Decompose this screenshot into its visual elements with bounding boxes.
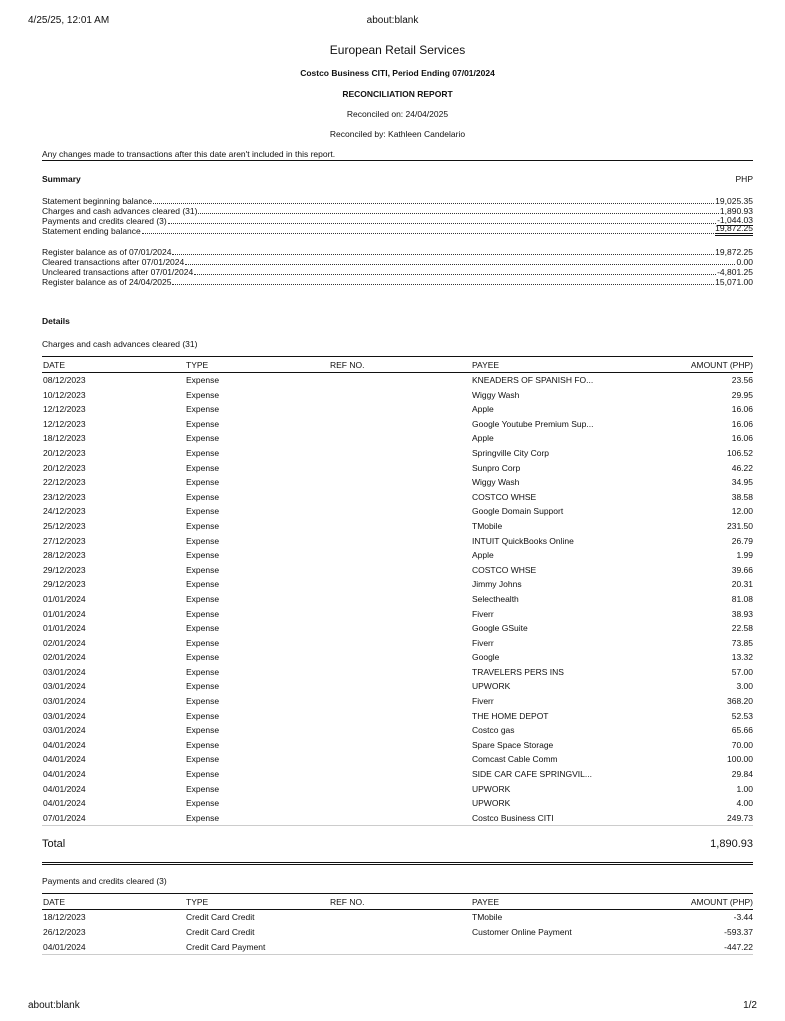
- cell-date: 18/12/2023: [43, 433, 86, 444]
- cell-payee: Google Youtube Premium Sup...: [472, 418, 594, 429]
- cell-amount: 29.84: [731, 769, 753, 780]
- cell-payee: Google: [472, 652, 500, 663]
- cell-type: Expense: [186, 564, 220, 575]
- cell-ref-no: [329, 490, 471, 505]
- cell-date: 20/12/2023: [43, 462, 86, 473]
- footer-url: about:blank: [28, 1000, 80, 1011]
- cell-amount: 368.20: [727, 696, 753, 707]
- cell-ref-no: [329, 373, 471, 388]
- cell-ref-no: [329, 577, 471, 592]
- col-type: TYPE: [185, 894, 329, 910]
- table-row: [42, 723, 753, 738]
- cell-type: Expense: [186, 418, 220, 429]
- table-header-row: [42, 357, 753, 373]
- table-header-row: [42, 894, 753, 910]
- cell-type: Expense: [186, 404, 220, 415]
- cell-type: Expense: [186, 637, 220, 648]
- account-period: Costco Business CITI, Period Ending 07/01/2024: [300, 68, 495, 78]
- cell-payee: Costco gas: [472, 725, 515, 736]
- summary-value: -4,801.25: [717, 267, 753, 277]
- page-number: 1/2: [743, 1000, 757, 1011]
- cell-type: Expense: [185, 811, 329, 826]
- cell-payee: SIDE CAR CAFE SPRINGVIL...: [472, 769, 592, 780]
- cell-date: 26/12/2023: [43, 927, 86, 937]
- table-row: [42, 490, 753, 505]
- col-payee: PAYEE: [471, 894, 652, 910]
- cell-amount: 13.32: [731, 652, 753, 663]
- cell-type: Expense: [186, 769, 220, 780]
- table-row: [42, 752, 753, 767]
- cell-payee: Springville City Corp: [472, 447, 549, 458]
- cell-type: Expense: [186, 710, 220, 721]
- summary-value: 15,071.00: [715, 277, 753, 287]
- cell-date: 07/01/2024: [42, 811, 185, 826]
- summary-value: 1,890.93: [719, 206, 753, 216]
- summary-label: Register balance as of 07/01/2024: [42, 247, 172, 257]
- cell-ref-no: [329, 431, 471, 446]
- summary-row: [42, 267, 753, 277]
- table-row: [42, 782, 753, 797]
- col-ref-no: REF NO.: [329, 357, 471, 373]
- cell-date: 10/12/2023: [43, 389, 86, 400]
- report-title: RECONCILIATION REPORT: [342, 89, 453, 99]
- table-row: [42, 402, 753, 417]
- cell-amount: 3.00: [736, 681, 753, 692]
- cell-date: 08/12/2023: [43, 375, 86, 385]
- cell-ref-no: [329, 738, 471, 753]
- dot-leader: [142, 232, 714, 234]
- cell-date: 27/12/2023: [43, 535, 86, 546]
- cell-date: 23/12/2023: [43, 491, 86, 502]
- table-row: [42, 650, 753, 665]
- cell-payee: Wiggy Wash: [472, 389, 520, 400]
- cell-type: Expense: [186, 696, 220, 707]
- summary-row: [42, 216, 753, 226]
- cell-type: Expense: [186, 462, 220, 473]
- cell-ref-no: [329, 752, 471, 767]
- cell-ref-no: [329, 665, 471, 680]
- payments-section-title: Payments and credits cleared (3): [42, 876, 167, 887]
- table-row: [42, 607, 753, 622]
- table-row: [42, 738, 753, 753]
- cell-type: Expense: [186, 535, 220, 546]
- cell-ref-no: [329, 679, 471, 694]
- cell-ref-no: [329, 519, 471, 534]
- cell-type: Credit Card Payment: [185, 940, 329, 955]
- cell-type: Expense: [186, 798, 220, 809]
- cell-type: Expense: [186, 579, 220, 590]
- summary-label: Register balance as of 24/04/2025: [42, 277, 172, 287]
- cell-type: Expense: [186, 506, 220, 517]
- summary-label: Statement ending balance: [42, 226, 141, 236]
- dot-leader: [172, 283, 714, 285]
- dot-leader: [168, 222, 716, 224]
- dot-leader: [198, 212, 718, 214]
- cell-amount: 81.08: [731, 593, 753, 604]
- cell-date: 18/12/2023: [43, 912, 86, 923]
- cell-ref-no: [329, 767, 471, 782]
- cell-ref-no: [329, 811, 471, 826]
- cell-payee: Wiggy Wash: [472, 477, 520, 488]
- cell-date: 03/01/2024: [43, 696, 86, 707]
- table-row: [42, 694, 753, 709]
- cell-amount: 29.95: [731, 389, 753, 400]
- reconciled-by: Reconciled by: Kathleen Candelario: [329, 129, 466, 139]
- cell-payee: TRAVELERS PERS INS: [472, 666, 564, 677]
- cell-type: Expense: [186, 725, 220, 736]
- dot-leader: [194, 273, 716, 275]
- table-row: [42, 461, 753, 476]
- cell-payee: Sunpro Corp: [472, 462, 521, 473]
- cell-ref-no: [329, 461, 471, 476]
- cell-payee: TMobile: [472, 520, 503, 531]
- cell-ref-no: [329, 940, 471, 955]
- summary-label: Payments and credits cleared (3): [42, 216, 167, 226]
- cell-amount: 73.85: [731, 637, 753, 648]
- cell-payee: THE HOME DEPOT: [472, 710, 549, 721]
- total-value: 1,890.93: [710, 838, 753, 851]
- cell-payee: TMobile: [472, 912, 503, 923]
- cell-type: Expense: [186, 491, 220, 502]
- disclaimer: Any changes made to transactions after this date aren't included in this report.: [42, 149, 753, 161]
- cell-ref-no: [329, 650, 471, 665]
- summary-value: 19,872.25: [715, 223, 753, 236]
- cell-date: 01/01/2024: [43, 608, 86, 619]
- cell-payee: Fiverr: [472, 637, 494, 648]
- summary-row: [42, 277, 753, 287]
- cell-ref-no: [329, 534, 471, 549]
- cell-ref-no: [329, 636, 471, 651]
- cell-amount: 100.00: [727, 754, 753, 765]
- cell-ref-no: [329, 592, 471, 607]
- table-row: [42, 621, 753, 636]
- cell-type: Expense: [186, 593, 220, 604]
- table-row: [42, 431, 753, 446]
- cell-type: Expense: [186, 433, 220, 444]
- cell-payee: UPWORK: [472, 798, 511, 809]
- cell-amount: 70.00: [731, 739, 753, 750]
- cell-type: Expense: [186, 739, 220, 750]
- cell-type: Expense: [186, 754, 220, 765]
- payments-table: [42, 893, 753, 955]
- table-row: [42, 534, 753, 549]
- cell-ref-no: [329, 782, 471, 797]
- cell-payee: Google Domain Support: [472, 506, 564, 517]
- register-summary: [42, 247, 753, 287]
- reconciliation-report: [42, 42, 753, 955]
- cell-payee: Costco Business CITI: [471, 811, 652, 826]
- table-row: [42, 373, 753, 388]
- cell-date: 22/12/2023: [43, 477, 86, 488]
- cell-date: 04/01/2024: [43, 769, 86, 780]
- cell-date: 03/01/2024: [43, 666, 86, 677]
- cell-ref-no: [329, 504, 471, 519]
- table-row: [42, 388, 753, 403]
- summary-value: -1,044.03: [717, 215, 753, 225]
- col-date: DATE: [42, 894, 185, 910]
- table-row: [42, 796, 753, 811]
- cell-type: Expense: [186, 520, 220, 531]
- cell-amount: 16.06: [731, 433, 753, 444]
- print-date: 4/25/25, 12:01 AM: [28, 15, 110, 26]
- reconciled-on: Reconciled on: 24/04/2025: [346, 109, 449, 119]
- cell-amount: 4.00: [736, 798, 753, 809]
- cell-amount: 38.93: [731, 608, 753, 619]
- cell-date: 04/01/2024: [43, 739, 86, 750]
- cell-type: Expense: [186, 783, 220, 794]
- charges-section-title: Charges and cash advances cleared (31): [42, 339, 198, 349]
- charges-rows: [42, 373, 753, 826]
- cell-payee: COSTCO WHSE: [472, 564, 537, 575]
- details-title: Details: [42, 316, 70, 326]
- cell-amount: 22.58: [731, 623, 753, 634]
- cell-payee: Fiverr: [472, 608, 494, 619]
- table-row: [42, 679, 753, 694]
- cell-ref-no: [329, 475, 471, 490]
- cell-type: Expense: [186, 447, 220, 458]
- summary-row: [42, 257, 753, 267]
- summary-title: Summary: [42, 174, 81, 184]
- cell-amount: 231.50: [727, 520, 753, 531]
- table-row: [42, 910, 753, 925]
- table-row: [42, 446, 753, 461]
- total-label: Total: [42, 838, 66, 851]
- summary-value: 19,872.25: [715, 247, 753, 257]
- cell-amount: 46.22: [731, 462, 753, 473]
- summary-currency: PHP: [735, 174, 753, 184]
- table-row: [42, 504, 753, 519]
- cell-amount: 16.06: [731, 418, 753, 429]
- summary-row: [42, 223, 753, 236]
- cell-amount: 249.73: [652, 811, 753, 826]
- table-row: [42, 592, 753, 607]
- cell-payee: Fiverr: [472, 696, 494, 707]
- cell-payee: Selecthealth: [472, 593, 519, 604]
- cell-amount: 1.99: [736, 550, 753, 561]
- table-row: [42, 519, 753, 534]
- cell-amount: 16.06: [731, 404, 753, 415]
- print-header: [28, 15, 757, 29]
- cell-payee: Spare Space Storage: [472, 739, 554, 750]
- cell-type: Expense: [186, 652, 220, 663]
- cell-payee: KNEADERS OF SPANISH FO...: [472, 375, 594, 385]
- col-date: DATE: [42, 357, 185, 373]
- cell-amount: 38.58: [731, 491, 753, 502]
- cell-type: Credit Card Credit: [186, 927, 255, 937]
- table-row: [42, 475, 753, 490]
- payments-rows: [42, 910, 753, 955]
- col-amount: AMOUNT (PHP): [652, 357, 753, 373]
- statement-summary: [42, 196, 753, 236]
- summary-label: Charges and cash advances cleared (31): [42, 206, 198, 216]
- summary-row: [42, 206, 753, 216]
- table-row: [42, 709, 753, 724]
- cell-date: 24/12/2023: [43, 506, 86, 517]
- cell-date: 03/01/2024: [43, 710, 86, 721]
- cell-payee: Jimmy Johns: [472, 579, 522, 590]
- summary-row: [42, 247, 753, 257]
- cell-type: Expense: [186, 623, 220, 634]
- cell-payee: COSTCO WHSE: [472, 491, 537, 502]
- summary-label: Statement beginning balance: [42, 196, 153, 206]
- cell-ref-no: [329, 446, 471, 461]
- cell-type: Expense: [186, 375, 220, 385]
- cell-amount: 26.79: [731, 535, 753, 546]
- charges-table: [42, 356, 753, 826]
- cell-date: 02/01/2024: [43, 637, 86, 648]
- cell-ref-no: [329, 548, 471, 563]
- cell-payee: Customer Online Payment: [472, 927, 572, 937]
- table-row: [42, 548, 753, 563]
- cell-type: Expense: [186, 389, 220, 400]
- table-row: [42, 577, 753, 592]
- cell-ref-no: [329, 402, 471, 417]
- cell-payee: Apple: [472, 550, 494, 561]
- cell-amount: 65.66: [731, 725, 753, 736]
- cell-amount: -3.44: [733, 912, 753, 923]
- cell-date: 25/12/2023: [43, 520, 86, 531]
- table-row: [42, 811, 753, 826]
- table-row: [42, 563, 753, 578]
- cell-date: 29/12/2023: [43, 579, 86, 590]
- cell-ref-no: [329, 388, 471, 403]
- cell-ref-no: [329, 910, 471, 925]
- cell-amount: 106.52: [727, 447, 753, 458]
- cell-payee: Apple: [472, 404, 494, 415]
- charges-total-row: [42, 838, 753, 865]
- table-row: [42, 636, 753, 651]
- cell-payee: Comcast Cable Comm: [472, 754, 558, 765]
- cell-ref-no: [329, 621, 471, 636]
- cell-ref-no: [329, 694, 471, 709]
- cell-date: 12/12/2023: [43, 404, 86, 415]
- summary-value: 0.00: [736, 257, 753, 267]
- cell-date: 04/01/2024: [43, 783, 86, 794]
- cell-date: 01/01/2024: [43, 623, 86, 634]
- cell-amount: 52.53: [731, 710, 753, 721]
- table-row: [42, 665, 753, 680]
- cell-ref-no: [329, 563, 471, 578]
- cell-amount: 57.00: [731, 666, 753, 677]
- cell-payee: Google GSuite: [472, 623, 528, 634]
- cell-amount: 12.00: [731, 506, 753, 517]
- cell-ref-no: [329, 607, 471, 622]
- table-row: [42, 925, 753, 940]
- col-payee: PAYEE: [471, 357, 652, 373]
- cell-payee: Apple: [472, 433, 494, 444]
- dot-leader: [172, 253, 714, 255]
- col-amount: AMOUNT (PHP): [652, 894, 753, 910]
- cell-amount: 20.31: [731, 579, 753, 590]
- cell-ref-no: [329, 723, 471, 738]
- cell-date: 03/01/2024: [43, 681, 86, 692]
- cell-date: 20/12/2023: [43, 447, 86, 458]
- summary-label: Uncleared transactions after 07/01/2024: [42, 267, 194, 277]
- cell-amount: -593.37: [724, 927, 753, 937]
- table-row: [42, 417, 753, 432]
- table-row: [42, 767, 753, 782]
- cell-amount: 23.56: [731, 375, 753, 385]
- cell-type: Credit Card Credit: [186, 912, 255, 923]
- cell-payee: UPWORK: [472, 681, 511, 692]
- cell-payee: [471, 940, 652, 955]
- cell-date: 29/12/2023: [43, 564, 86, 575]
- cell-ref-no: [329, 925, 471, 940]
- cell-amount: 34.95: [731, 477, 753, 488]
- cell-amount: 39.66: [731, 564, 753, 575]
- cell-date: 04/01/2024: [42, 940, 185, 955]
- cell-date: 04/01/2024: [43, 798, 86, 809]
- col-ref-no: REF NO.: [329, 894, 471, 910]
- cell-amount: -447.22: [652, 940, 753, 955]
- cell-type: Expense: [186, 608, 220, 619]
- summary-label: Cleared transactions after 07/01/2024: [42, 257, 185, 267]
- cell-date: 28/12/2023: [43, 550, 86, 561]
- print-url: about:blank: [366, 15, 419, 26]
- cell-date: 01/01/2024: [43, 593, 86, 604]
- col-type: TYPE: [185, 357, 329, 373]
- cell-date: 04/01/2024: [43, 754, 86, 765]
- summary-row: [42, 196, 753, 206]
- cell-payee: UPWORK: [472, 783, 511, 794]
- cell-type: Expense: [186, 550, 220, 561]
- cell-ref-no: [329, 709, 471, 724]
- company-name: European Retail Services: [329, 43, 466, 57]
- table-row: [42, 940, 753, 955]
- cell-ref-no: [329, 417, 471, 432]
- cell-type: Expense: [186, 681, 220, 692]
- cell-date: 12/12/2023: [43, 418, 86, 429]
- summary-header: [42, 174, 753, 184]
- dot-leader: [153, 202, 714, 204]
- cell-date: 02/01/2024: [43, 652, 86, 663]
- cell-ref-no: [329, 796, 471, 811]
- cell-date: 03/01/2024: [43, 725, 86, 736]
- cell-amount: 1.00: [736, 783, 753, 794]
- dot-leader: [185, 263, 735, 265]
- summary-value: 19,025.35: [715, 196, 753, 206]
- cell-type: Expense: [186, 666, 220, 677]
- cell-type: Expense: [186, 477, 220, 488]
- cell-payee: INTUIT QuickBooks Online: [472, 535, 574, 546]
